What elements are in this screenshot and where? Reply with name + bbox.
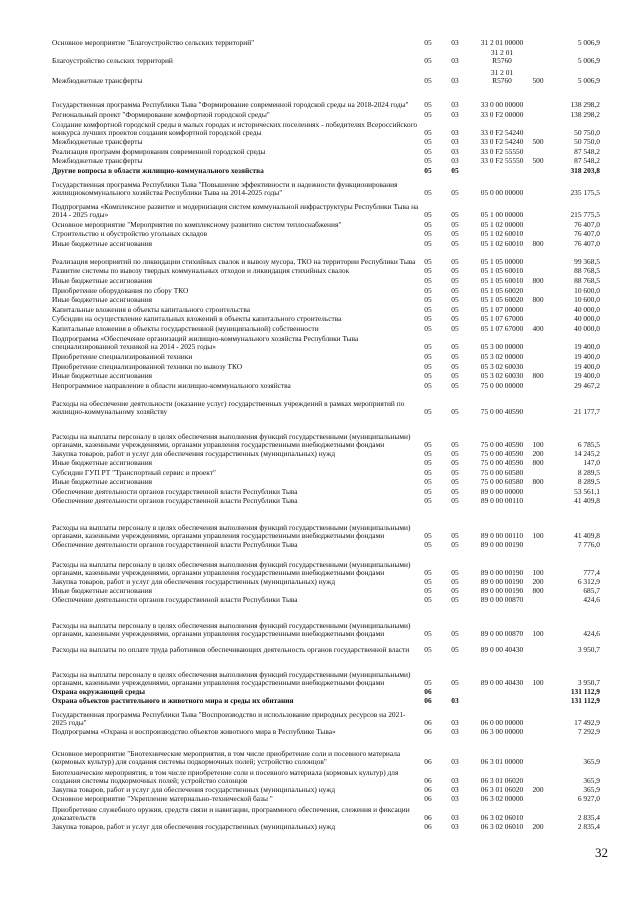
row-podrazdel: 05 — [451, 381, 459, 391]
row-amount: 424,6 — [583, 595, 600, 605]
row-razdel: 05 — [424, 531, 432, 541]
row-amount: 3 950,7 — [577, 678, 600, 688]
row-razdel: 05 — [424, 496, 432, 506]
row-target-article: 89 0 00 00110 — [480, 496, 524, 506]
row-description: Иные бюджетные ассигнования — [52, 239, 153, 249]
row-razdel: 06 — [424, 696, 432, 706]
row-description: Иные бюджетные ассигнования — [52, 477, 153, 487]
row-podrazdel: 03 — [451, 147, 459, 157]
row-podrazdel: 03 — [451, 718, 459, 728]
row-description: Государственная программа Республики Тыва "Воспроизводство и использование природных ресурсов на 2021-2025 годы" — [52, 709, 406, 728]
row-razdel: 05 — [424, 540, 432, 550]
row-target-article: 89 0 00 00110 — [480, 531, 524, 541]
row-target-article: 89 0 00 00870 — [480, 629, 524, 639]
row-target-article: 05 1 00 00000 — [480, 210, 524, 220]
row-razdel: 05 — [424, 110, 432, 120]
row-razdel: 05 — [424, 305, 432, 315]
row-description: Подпрограмма «Комплексное развитие и модернизация систем коммунальной инфраструктуры Республики Тыва на 2014 - 2025 годы» — [52, 201, 419, 220]
row-amount: 50 750,0 — [574, 137, 600, 147]
page-number: 32 — [595, 845, 608, 860]
row-amount: 19 400,0 — [574, 371, 600, 381]
row-description: Развитие системы по вывозу твердых коммунальных отходов и ликвидация стихийных свалок — [52, 266, 350, 276]
row-target-article: 33 0 F2 55550 — [480, 156, 524, 166]
row-description: Капитальные вложения в объекты капитального строительства — [52, 305, 251, 315]
row-razdel: 05 — [424, 137, 432, 147]
row-expense-type: 800 — [532, 458, 544, 468]
row-target-article: 05 1 07 67000 — [480, 324, 524, 334]
row-target-article: 33 0 F2 00000 — [480, 110, 524, 120]
row-target-article: 89 0 00 00190 — [480, 540, 524, 550]
row-amount: 215 775,5 — [570, 210, 600, 220]
row-razdel: 06 — [424, 785, 432, 795]
row-amount: 6 927,0 — [577, 794, 600, 804]
row-razdel: 06 — [424, 794, 432, 804]
row-description: Приобретение специализированной техники по вывозу ТКО — [52, 362, 243, 372]
row-podrazdel: 03 — [451, 137, 459, 147]
row-podrazdel: 05 — [451, 239, 459, 249]
row-description: Государственная программа Республики Тыва "Формирование современной городской среды на 2018-2024 годы" — [52, 100, 409, 110]
row-podrazdel: 03 — [451, 76, 459, 86]
row-description: Строительство и обустройство угольных складов — [52, 229, 208, 239]
row-target-article: 05 1 05 60020 — [480, 286, 524, 296]
row-target-article: 89 0 00 00000 — [480, 487, 524, 497]
row-podrazdel: 03 — [451, 757, 459, 767]
row-podrazdel: 05 — [451, 540, 459, 550]
row-description: Другие вопросы в области жилищно-коммунального хозяйства — [52, 166, 264, 176]
row-target-article: 75 0 00 60580 — [480, 468, 524, 478]
row-description: Иные бюджетные ассигнования — [52, 586, 153, 596]
row-podrazdel: 05 — [451, 229, 459, 239]
row-amount: 76 407,0 — [574, 229, 600, 239]
row-podrazdel: 05 — [451, 210, 459, 220]
row-target-article: 75 0 00 40590 — [480, 449, 524, 459]
row-podrazdel: 05 — [451, 286, 459, 296]
row-description: Основное мероприятие "Благоустройство сельских территорий" — [52, 38, 255, 48]
row-description: Обеспечение деятельности органов государственной власти Республики Тыва — [52, 595, 298, 605]
row-expense-type: 800 — [532, 371, 544, 381]
row-amount: 40 000,0 — [574, 314, 600, 324]
row-razdel: 05 — [424, 586, 432, 596]
row-target-article: 33 0 F2 54240 — [480, 128, 524, 138]
row-amount: 53 561,1 — [574, 487, 600, 497]
row-razdel: 05 — [424, 314, 432, 324]
row-podrazdel: 05 — [451, 324, 459, 334]
row-description: Закупка товаров, работ и услуг для обеспечения государственных (муниципальных) нужд — [52, 822, 336, 832]
row-target-article: 05 1 02 60010 — [480, 239, 524, 249]
row-target-article: 06 0 00 00000 — [480, 718, 524, 728]
row-razdel: 05 — [424, 407, 432, 417]
row-expense-type: 100 — [532, 629, 544, 639]
row-description: Обеспечение деятельности органов государственной власти Республики Тыва — [52, 487, 298, 497]
row-razdel: 05 — [424, 324, 432, 334]
row-podrazdel: 05 — [451, 314, 459, 324]
row-razdel: 05 — [424, 381, 432, 391]
row-razdel: 05 — [424, 595, 432, 605]
row-amount: 5 006,9 — [577, 76, 600, 86]
row-razdel: 05 — [424, 239, 432, 249]
row-podrazdel: 03 — [451, 128, 459, 138]
row-target-article: 05 3 02 00000 — [480, 352, 524, 362]
row-amount: 50 750,0 — [574, 128, 600, 138]
row-target-article: 05 3 00 00000 — [480, 342, 524, 352]
row-razdel: 05 — [424, 56, 432, 66]
row-description: Иные бюджетные ассигнования — [52, 371, 153, 381]
row-description: Закупка товаров, работ и услуг для обеспечения государственных (муниципальных) нужд — [52, 577, 336, 587]
row-podrazdel: 05 — [451, 295, 459, 305]
row-description: Закупка товаров, работ и услуг для обеспечения государственных (муниципальных) нужд — [52, 785, 336, 795]
row-description: Обеспечение деятельности органов государственной власти Республики Тыва — [52, 496, 298, 506]
row-target-article: 31 2 01 R5760 — [490, 47, 514, 66]
row-podrazdel: 05 — [451, 266, 459, 276]
row-razdel: 05 — [424, 577, 432, 587]
row-podrazdel: 03 — [451, 822, 459, 832]
row-podrazdel: 05 — [451, 595, 459, 605]
row-target-article: 89 0 00 40430 — [480, 645, 524, 655]
row-amount: 6 312,9 — [577, 577, 600, 587]
row-description: Приобретение оборудования по сбору ТКО — [52, 286, 189, 296]
row-target-article: 05 3 02 60030 — [480, 371, 524, 381]
row-amount: 365,9 — [583, 776, 600, 786]
row-amount: 365,9 — [583, 757, 600, 767]
row-description: Основное мероприятие "Укрепление материально-технической базы " — [52, 794, 273, 804]
row-podrazdel: 05 — [451, 352, 459, 362]
row-target-article: 33 0 F2 54240 — [480, 137, 524, 147]
row-expense-type: 200 — [532, 822, 544, 832]
row-description: Подпрограмма «Охрана и воспроизводство объектов животного мира в Республике Тыва» — [52, 727, 336, 737]
row-amount: 14 245,2 — [574, 449, 600, 459]
row-amount: 5 006,9 — [577, 38, 600, 48]
row-podrazdel: 05 — [451, 468, 459, 478]
row-podrazdel: 05 — [451, 477, 459, 487]
row-target-article: 89 0 00 00870 — [480, 595, 524, 605]
row-description: Субсидии ГУП РТ "Транспортный сервис и проект" — [52, 468, 216, 478]
row-target-article: 05 3 02 60030 — [480, 362, 524, 372]
row-target-article: 75 0 00 00000 — [480, 381, 524, 391]
row-podrazdel: 05 — [451, 371, 459, 381]
row-target-article: 31 2 01 00000 — [480, 38, 524, 48]
row-podrazdel: 05 — [451, 586, 459, 596]
row-description: Иные бюджетные ассигнования — [52, 458, 153, 468]
row-description: Расходы на выплаты персоналу в целях обеспечения выполнения функций государственными (муниципальными) органами, казенными учреждениями, органами управления государственными внебюджетными фондами — [52, 522, 411, 541]
row-razdel: 05 — [424, 276, 432, 286]
row-razdel: 06 — [424, 757, 432, 767]
row-description: Региональный проект "Формирование комфортной городской среды" — [52, 110, 270, 120]
row-podrazdel: 05 — [451, 440, 459, 450]
row-expense-type: 800 — [532, 239, 544, 249]
row-expense-type: 800 — [532, 276, 544, 286]
row-expense-type: 100 — [532, 440, 544, 450]
row-podrazdel: 03 — [451, 110, 459, 120]
row-razdel: 06 — [424, 727, 432, 737]
row-target-article: 05 1 02 60010 — [480, 229, 524, 239]
row-podrazdel: 05 — [451, 220, 459, 230]
row-podrazdel: 03 — [451, 813, 459, 823]
row-razdel: 05 — [424, 468, 432, 478]
row-amount: 40 000,0 — [574, 324, 600, 334]
row-description: Реализация программ формирования современной городской среды — [52, 147, 266, 157]
row-description: Расходы на выплаты по оплате труда работников обеспечивающих деятельность органов государственной власти — [52, 645, 410, 655]
row-target-article: 75 0 00 40590 — [480, 458, 524, 468]
row-description: Расходы на выплаты персоналу в целях обеспечения выполнения функций государственными (муниципальными) органами, казенными учреждениями, органами управления государственными внебюджетными фондами — [52, 620, 411, 639]
row-description: Основное мероприятие "Биотехнические мероприятия, в том числе приобретение соли и посевного материала (кормовых культур) для создания системы подкормочных полей; устройство солонцов" — [52, 748, 401, 767]
row-podrazdel: 05 — [451, 496, 459, 506]
row-razdel: 05 — [424, 266, 432, 276]
row-podrazdel: 05 — [451, 629, 459, 639]
row-amount: 138 298,2 — [570, 100, 600, 110]
row-razdel: 05 — [424, 128, 432, 138]
row-amount: 41 409,8 — [574, 531, 600, 541]
row-target-article: 33 0 00 00000 — [480, 100, 524, 110]
row-podrazdel: 05 — [451, 407, 459, 417]
row-podrazdel: 05 — [451, 487, 459, 497]
row-amount: 8 289,5 — [577, 468, 600, 478]
row-razdel: 05 — [424, 229, 432, 239]
row-amount: 19 400,0 — [574, 362, 600, 372]
row-razdel: 05 — [424, 76, 432, 86]
row-amount: 8 289,5 — [577, 477, 600, 487]
row-podrazdel: 05 — [451, 276, 459, 286]
row-expense-type: 200 — [532, 449, 544, 459]
row-podrazdel: 05 — [451, 568, 459, 578]
row-podrazdel: 03 — [451, 100, 459, 110]
row-expense-type: 200 — [532, 785, 544, 795]
row-description: Иные бюджетные ассигнования — [52, 295, 153, 305]
row-amount: 424,6 — [583, 629, 600, 639]
row-amount: 29 467,2 — [574, 381, 600, 391]
row-target-article: 89 0 00 00190 — [480, 586, 524, 596]
row-amount: 19 400,0 — [574, 342, 600, 352]
row-amount: 17 492,9 — [574, 718, 600, 728]
row-amount: 19 400,0 — [574, 352, 600, 362]
row-amount: 88 768,5 — [574, 266, 600, 276]
row-amount: 3 950,7 — [577, 645, 600, 655]
row-razdel: 05 — [424, 286, 432, 296]
row-amount: 99 368,5 — [574, 257, 600, 267]
row-amount: 5 006,9 — [577, 56, 600, 66]
table-row — [0, 772, 640, 832]
row-description: Реализация мероприятий по ликвидации стихийных свалок и вывозу мусора, ТКО на территории Республики Тыва — [52, 257, 416, 267]
row-expense-type: 500 — [532, 137, 544, 147]
row-amount: 147,0 — [583, 458, 600, 468]
row-amount: 7 776,0 — [577, 540, 600, 550]
row-amount: 235 175,5 — [570, 188, 600, 198]
row-description: Капитальные вложения в объекты государственной (муниципальной) собственности — [52, 324, 319, 334]
row-expense-type: 800 — [532, 295, 544, 305]
row-podrazdel: 05 — [451, 577, 459, 587]
row-razdel: 05 — [424, 210, 432, 220]
row-description: Охрана окружающей среды — [52, 687, 146, 697]
row-target-article: 89 0 00 00190 — [480, 577, 524, 587]
row-razdel: 05 — [424, 371, 432, 381]
row-description: Межбюджетные трансферты — [52, 137, 143, 147]
row-razdel: 05 — [424, 100, 432, 110]
row-amount: 41 409,8 — [574, 496, 600, 506]
row-description: Подпрограмма «Обеспечение организаций жилищно-коммунального хозяйства Республики Тыва специализированной техникой на 2014 - 2025 годы» — [52, 333, 359, 352]
row-razdel: 05 — [424, 147, 432, 157]
row-podrazdel: 05 — [451, 166, 459, 176]
row-amount: 777,4 — [583, 568, 600, 578]
row-description: Расходы на выплаты персоналу в целях обеспечения выполнения функций государственными (муниципальными) органами, казенными учреждениями, органами управления государственными внебюджетными фондами — [52, 431, 411, 450]
row-target-article: 06 3 02 06010 — [480, 822, 524, 832]
row-expense-type: 500 — [532, 76, 544, 86]
row-podrazdel: 05 — [451, 305, 459, 315]
row-description: Охрана объектов растительного и животного мира и среды их обитания — [52, 696, 294, 706]
row-razdel: 05 — [424, 458, 432, 468]
row-razdel: 05 — [424, 220, 432, 230]
row-target-article: 05 1 05 60020 — [480, 295, 524, 305]
row-description: Приобретение служебного оружия, средств связи и навигации, программного обеспечения, слежения и фиксации доказательств — [52, 804, 410, 823]
row-podrazdel: 05 — [451, 645, 459, 655]
row-expense-type: 500 — [532, 156, 544, 166]
row-podrazdel: 05 — [451, 531, 459, 541]
row-razdel: 05 — [424, 449, 432, 459]
row-expense-type: 200 — [532, 577, 544, 587]
row-expense-type: 100 — [532, 678, 544, 688]
row-description: Биотехнические мероприятия, в том числе приобретение соли и посевного материала (кормовых культур) для создания системы подкормочных полей; устройство солонцов — [52, 767, 399, 786]
row-razdel: 05 — [424, 156, 432, 166]
row-razdel: 06 — [424, 687, 432, 697]
row-description: Межбюджетные трансферты — [52, 156, 143, 166]
row-target-article: 75 0 00 60580 — [480, 477, 524, 487]
row-target-article: 05 1 07 00000 — [480, 305, 524, 315]
row-description: Непрограммное направление в области жилищно-коммунального хозяйства — [52, 381, 291, 391]
row-description: Расходы на выплаты персоналу в целях обеспечения выполнения функций государственными (муниципальными) органами, казенными учреждениями, органами управления государственными внебюджетными фондами — [52, 669, 411, 688]
row-target-article: 75 0 00 40590 — [480, 440, 524, 450]
row-amount: 87 548,2 — [574, 147, 600, 157]
row-description: Обеспечение деятельности органов государственной власти Республики Тыва — [52, 540, 298, 550]
row-target-article: 05 1 05 00000 — [480, 257, 524, 267]
row-razdel: 05 — [424, 645, 432, 655]
row-description: Закупка товаров, работ и услуг для обеспечения государственных (муниципальных) нужд — [52, 449, 336, 459]
row-razdel: 05 — [424, 295, 432, 305]
row-description: Иные бюджетные ассигнования — [52, 276, 153, 286]
row-podrazdel: 03 — [451, 785, 459, 795]
row-target-article: 05 1 07 67000 — [480, 314, 524, 324]
row-description: Создание комфортной городской среды в малых городах и исторических поселениях - победителях Всероссийского конкурса лучших проектов создания комфортной городской среды — [52, 119, 418, 138]
row-amount: 40 000,0 — [574, 305, 600, 315]
row-podrazdel: 05 — [451, 678, 459, 688]
row-podrazdel: 05 — [451, 449, 459, 459]
row-podrazdel: 05 — [451, 257, 459, 267]
row-razdel: 06 — [424, 776, 432, 786]
row-podrazdel: 03 — [451, 776, 459, 786]
row-amount: 88 768,5 — [574, 276, 600, 286]
row-description: Расходы на выплаты персоналу в целях обеспечения выполнения функций государственными (муниципальными) органами, казенными учреждениями, органами управления государственными внебюджетными фондами — [52, 559, 411, 578]
row-podrazdel: 05 — [451, 342, 459, 352]
row-target-article: 06 3 02 00000 — [480, 794, 524, 804]
row-amount: 131 112,9 — [570, 696, 600, 706]
row-expense-type: 100 — [532, 568, 544, 578]
row-description: Субсидии на осуществление капитальных вложений в объекты капитального строительства — [52, 314, 342, 324]
row-amount: 87 548,2 — [574, 156, 600, 166]
row-expense-type: 800 — [532, 477, 544, 487]
row-description: Межбюджетные трансферты — [52, 76, 143, 86]
row-target-article: 33 0 F2 55550 — [480, 147, 524, 157]
row-razdel: 06 — [424, 822, 432, 832]
row-target-article: 05 1 02 00000 — [480, 220, 524, 230]
row-target-article: 89 0 00 00190 — [480, 568, 524, 578]
row-description: Приобретение специализированной техники — [52, 352, 193, 362]
row-expense-type: 400 — [532, 324, 544, 334]
row-razdel: 05 — [424, 188, 432, 198]
row-target-article: 06 3 00 00000 — [480, 727, 524, 737]
row-podrazdel: 03 — [451, 794, 459, 804]
row-podrazdel: 03 — [451, 696, 459, 706]
row-amount: 138 298,2 — [570, 110, 600, 120]
row-target-article: 89 0 00 40430 — [480, 678, 524, 688]
row-amount: 6 785,5 — [577, 440, 600, 450]
row-razdel: 05 — [424, 352, 432, 362]
row-target-article: 05 1 05 60010 — [480, 266, 524, 276]
row-target-article: 05 0 00 00000 — [480, 188, 524, 198]
row-razdel: 05 — [424, 568, 432, 578]
row-amount: 7 292,9 — [577, 727, 600, 737]
row-razdel: 05 — [424, 440, 432, 450]
row-amount: 10 600,0 — [574, 295, 600, 305]
row-amount: 318 203,8 — [570, 166, 600, 176]
row-amount: 365,9 — [583, 785, 600, 795]
row-target-article: 06 3 02 06010 — [480, 813, 524, 823]
row-amount: 131 112,9 — [570, 687, 600, 697]
row-razdel: 05 — [424, 477, 432, 487]
row-target-article: 06 3 01 06020 — [480, 776, 524, 786]
row-podrazdel: 03 — [451, 727, 459, 737]
row-target-article: 05 1 05 60010 — [480, 276, 524, 286]
row-target-article: 31 2 01 R5760 — [490, 67, 514, 86]
row-podrazdel: 05 — [451, 188, 459, 198]
row-amount: 10 600,0 — [574, 286, 600, 296]
row-expense-type: 800 — [532, 586, 544, 596]
row-podrazdel: 03 — [451, 38, 459, 48]
row-razdel: 06 — [424, 813, 432, 823]
row-amount: 2 835,4 — [577, 813, 600, 823]
row-amount: 685,7 — [583, 586, 600, 596]
row-description: Государственная программа Республики Тыва "Повышение эффективности и надежности функционирования жилищнокоммунального хозяйства Республики Тыва на 2014-2025 годы" — [52, 179, 398, 198]
row-podrazdel: 05 — [451, 458, 459, 468]
row-razdel: 05 — [424, 362, 432, 372]
row-razdel: 05 — [424, 487, 432, 497]
row-description: Расходы на обеспечение деятельности (оказание услуг) государственных учреждений в рамках мероприятий по жилищно-коммунальному хозяйству — [52, 398, 405, 417]
row-description: Благоустройство сельских территорий — [52, 56, 173, 66]
row-amount: 21 177,7 — [574, 407, 600, 417]
row-expense-type: 100 — [532, 531, 544, 541]
row-razdel: 05 — [424, 629, 432, 639]
row-razdel: 05 — [424, 342, 432, 352]
row-razdel: 05 — [424, 257, 432, 267]
row-target-article: 75 0 00 40590 — [480, 407, 524, 417]
row-podrazdel: 03 — [451, 156, 459, 166]
row-razdel: 06 — [424, 718, 432, 728]
row-razdel: 05 — [424, 166, 432, 176]
row-razdel: 05 — [424, 38, 432, 48]
row-target-article: 06 3 01 06020 — [480, 785, 524, 795]
row-description: Основное мероприятие "Мероприятия по комплексному развитию систем теплоснабжения" — [52, 220, 342, 230]
row-amount: 76 407,0 — [574, 239, 600, 249]
row-podrazdel: 05 — [451, 362, 459, 372]
row-razdel: 05 — [424, 678, 432, 688]
row-target-article: 06 3 01 00000 — [480, 757, 524, 767]
row-amount: 2 835,4 — [577, 822, 600, 832]
row-amount: 76 407,0 — [574, 220, 600, 230]
row-podrazdel: 03 — [451, 56, 459, 66]
